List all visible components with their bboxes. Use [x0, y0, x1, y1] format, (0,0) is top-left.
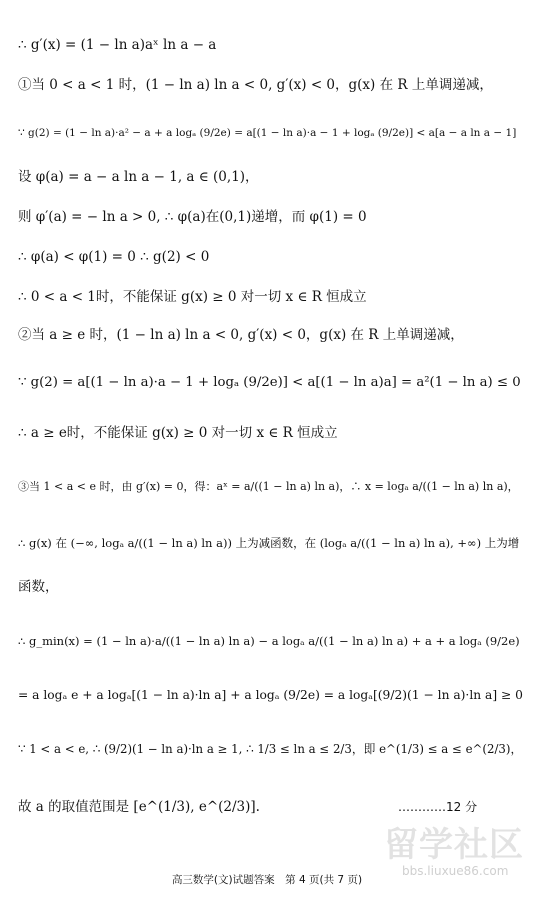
page-footer: 高三数学(文)试题答案 第 4 页(共 7 页)	[171, 874, 363, 886]
solution-line-4: 设 φ(a) = a − a ln a − 1, a ∈ (0,1)，	[18, 169, 259, 185]
solution-line-14: ∴ g_min(x) = (1 − ln a)·a/((1 − ln a) ln a) − a logₐ a/((1 − ln a) ln a) + a + a logₐ (9/2e)	[18, 634, 520, 648]
solution-line-9: ∵ g(2) = a[(1 − ln a)·a − 1 + logₐ (9/2e)] < a[(1 − ln a)a] = a²(1 − ln a) ≤ 0	[18, 375, 521, 390]
solution-line-1: ∴ g′(x) = (1 − ln a)aˣ ln a − a	[18, 37, 217, 53]
solution-line-7: ∴ 0 < a < 1时，不能保证 g(x) ≥ 0 对一切 x ∈ R 恒成立	[18, 289, 367, 305]
watermark-logo	[384, 826, 532, 894]
solution-line-5: 则 φ′(a) = − ln a > 0, ∴ φ(a)在(0,1)递增，而 φ(1) = 0	[18, 209, 367, 225]
solution-line-15: = a logₐ e + a logₐ[(1 − ln a)·ln a] + a logₐ (9/2e) = a logₐ[(9/2)(1 − ln a)·ln a] ≥ 0	[18, 688, 523, 702]
watermark-main-text: 留学社区	[384, 825, 524, 865]
solution-line-11: ③当 1 < a < e 时，由 g′(x) = 0，得：aˣ = a/((1 − ln a) ln a)，∴ x = logₐ a/((1 − ln a) ln a)，	[18, 480, 519, 493]
score-label: …………12 分	[398, 800, 478, 814]
solution-line-2: ①当 0 < a < 1 时，(1 − ln a) ln a < 0, g′(x) < 0，g(x) 在 R 上单调递减，	[18, 77, 493, 93]
solution-line-16: ∵ 1 < a < e, ∴ (9/2)(1 − ln a)·ln a ≥ 1, ∴ 1/3 ≤ ln a ≤ 2/3，即 e^(1/3) ≤ a ≤ e^(2/3)，	[18, 742, 523, 756]
solution-line-17: 故 a 的取值范围是 [e^(1/3), e^(2/3)].	[18, 799, 260, 815]
solution-line-10: ∴ a ≥ e时，不能保证 g(x) ≥ 0 对一切 x ∈ R 恒成立	[18, 425, 338, 441]
solution-line-3: ∵ g(2) = (1 − ln a)·a² − a + a logₐ (9/2e) = a[(1 − ln a)·a − 1 + logₐ (9/2e)] < a[a − a ln a − 1]	[18, 127, 517, 139]
solution-line-13: 函数，	[18, 579, 59, 595]
solution-line-12: ∴ g(x) 在 (−∞, logₐ a/((1 − ln a) ln a)) 上为减函数，在 (logₐ a/((1 − ln a) ln a), +∞) 上为增	[18, 536, 520, 550]
solution-line-6: ∴ φ(a) < φ(1) = 0 ∴ g(2) < 0	[18, 249, 210, 265]
watermark-url: bbs.liuxue86.com	[402, 864, 509, 878]
solution-line-8: ②当 a ≥ e 时，(1 − ln a) ln a < 0, g′(x) < 0，g(x) 在 R 上单调递减，	[18, 327, 464, 343]
